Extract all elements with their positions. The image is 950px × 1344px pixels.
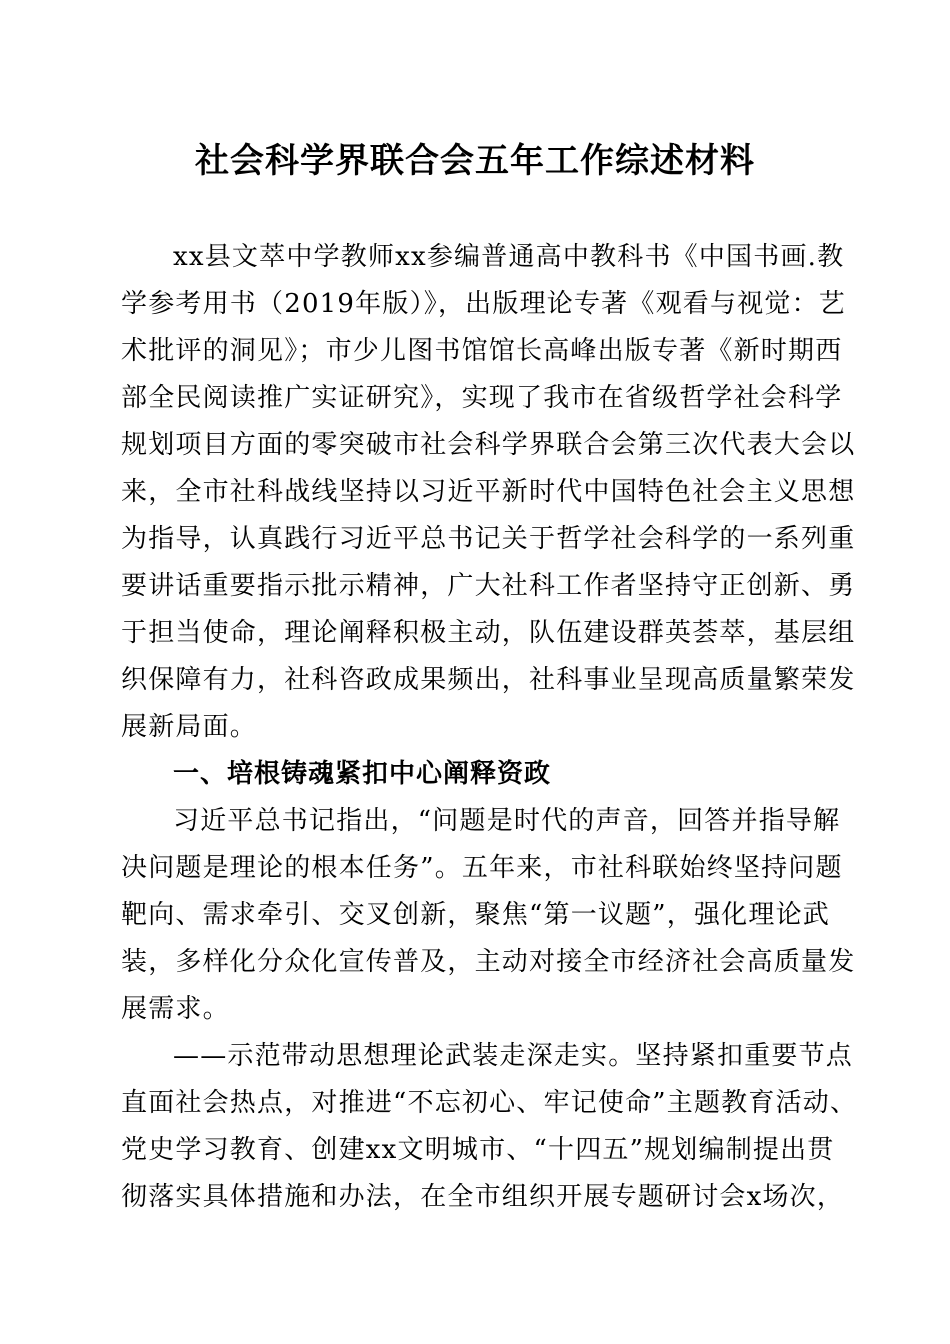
paragraph-line: 展需求。 (121, 994, 230, 1024)
paragraph-line: 规划项目方面的零突破市社会科学界联合会第三次代表大会以 (121, 430, 856, 460)
paragraph-line: 习近平总书记指出，“问题是时代的声音，回答并指导解 (173, 806, 841, 836)
section-heading: 一、培根铸魂紧扣中心阐释资政 (173, 759, 552, 789)
paragraph-line: 彻落实具体措施和办法，在全市组织开展专题研讨会x场次， (121, 1182, 845, 1212)
paragraph-line: xx县文萃中学教师xx参编普通高中教科书《中国书画.教 (173, 242, 845, 272)
paragraph-line: 部全民阅读推广实证研究》，实现了我市在省级哲学社会科学 (121, 383, 843, 413)
paragraph-line: ——示范带动思想理论武装走深走实。坚持紧扣重要节点 (173, 1041, 854, 1071)
paragraph-line: 学参考用书（2019年版）》，出版理论专著《观看与视觉：艺 (121, 289, 846, 319)
paragraph-line: 展新局面。 (121, 712, 258, 742)
paragraph-line: 要讲话重要指示批示精神，广大社科工作者坚持守正创新、勇 (121, 571, 856, 601)
paragraph-line: 于担当使命，理论阐释积极主动，队伍建设群英荟萃，基层组 (121, 618, 856, 648)
paragraph-line: 术批评的洞见》；市少儿图书馆馆长高峰出版专著《新时期西 (121, 336, 843, 366)
paragraph-line: 靶向、需求牵引、交叉创新，聚焦“第一议题”，强化理论武 (121, 900, 830, 930)
paragraph-line: 党史学习教育、创建xx文明城市、“十四五”规划编制提出贯 (121, 1135, 835, 1165)
paragraph-line: 为指导，认真践行习近平总书记关于哲学社会科学的一系列重 (121, 524, 856, 554)
paragraph-line: 来，全市社科战线坚持以习近平新时代中国特色社会主义思想 (121, 477, 856, 507)
paragraph-line: 决问题是理论的根本任务”。五年来，市社科联始终坚持问题 (121, 853, 843, 883)
document-title: 社会科学界联合会五年工作综述材料 (195, 141, 755, 181)
paragraph-line: 直面社会热点，对推进“不忘初心、牢记使命”主题教育活动、 (121, 1088, 858, 1118)
paragraph-line: 织保障有力，社科咨政成果频出，社科事业呈现高质量繁荣发 (121, 665, 856, 695)
paragraph-line: 装，多样化分众化宣传普及，主动对接全市经济社会高质量发 (121, 947, 856, 977)
